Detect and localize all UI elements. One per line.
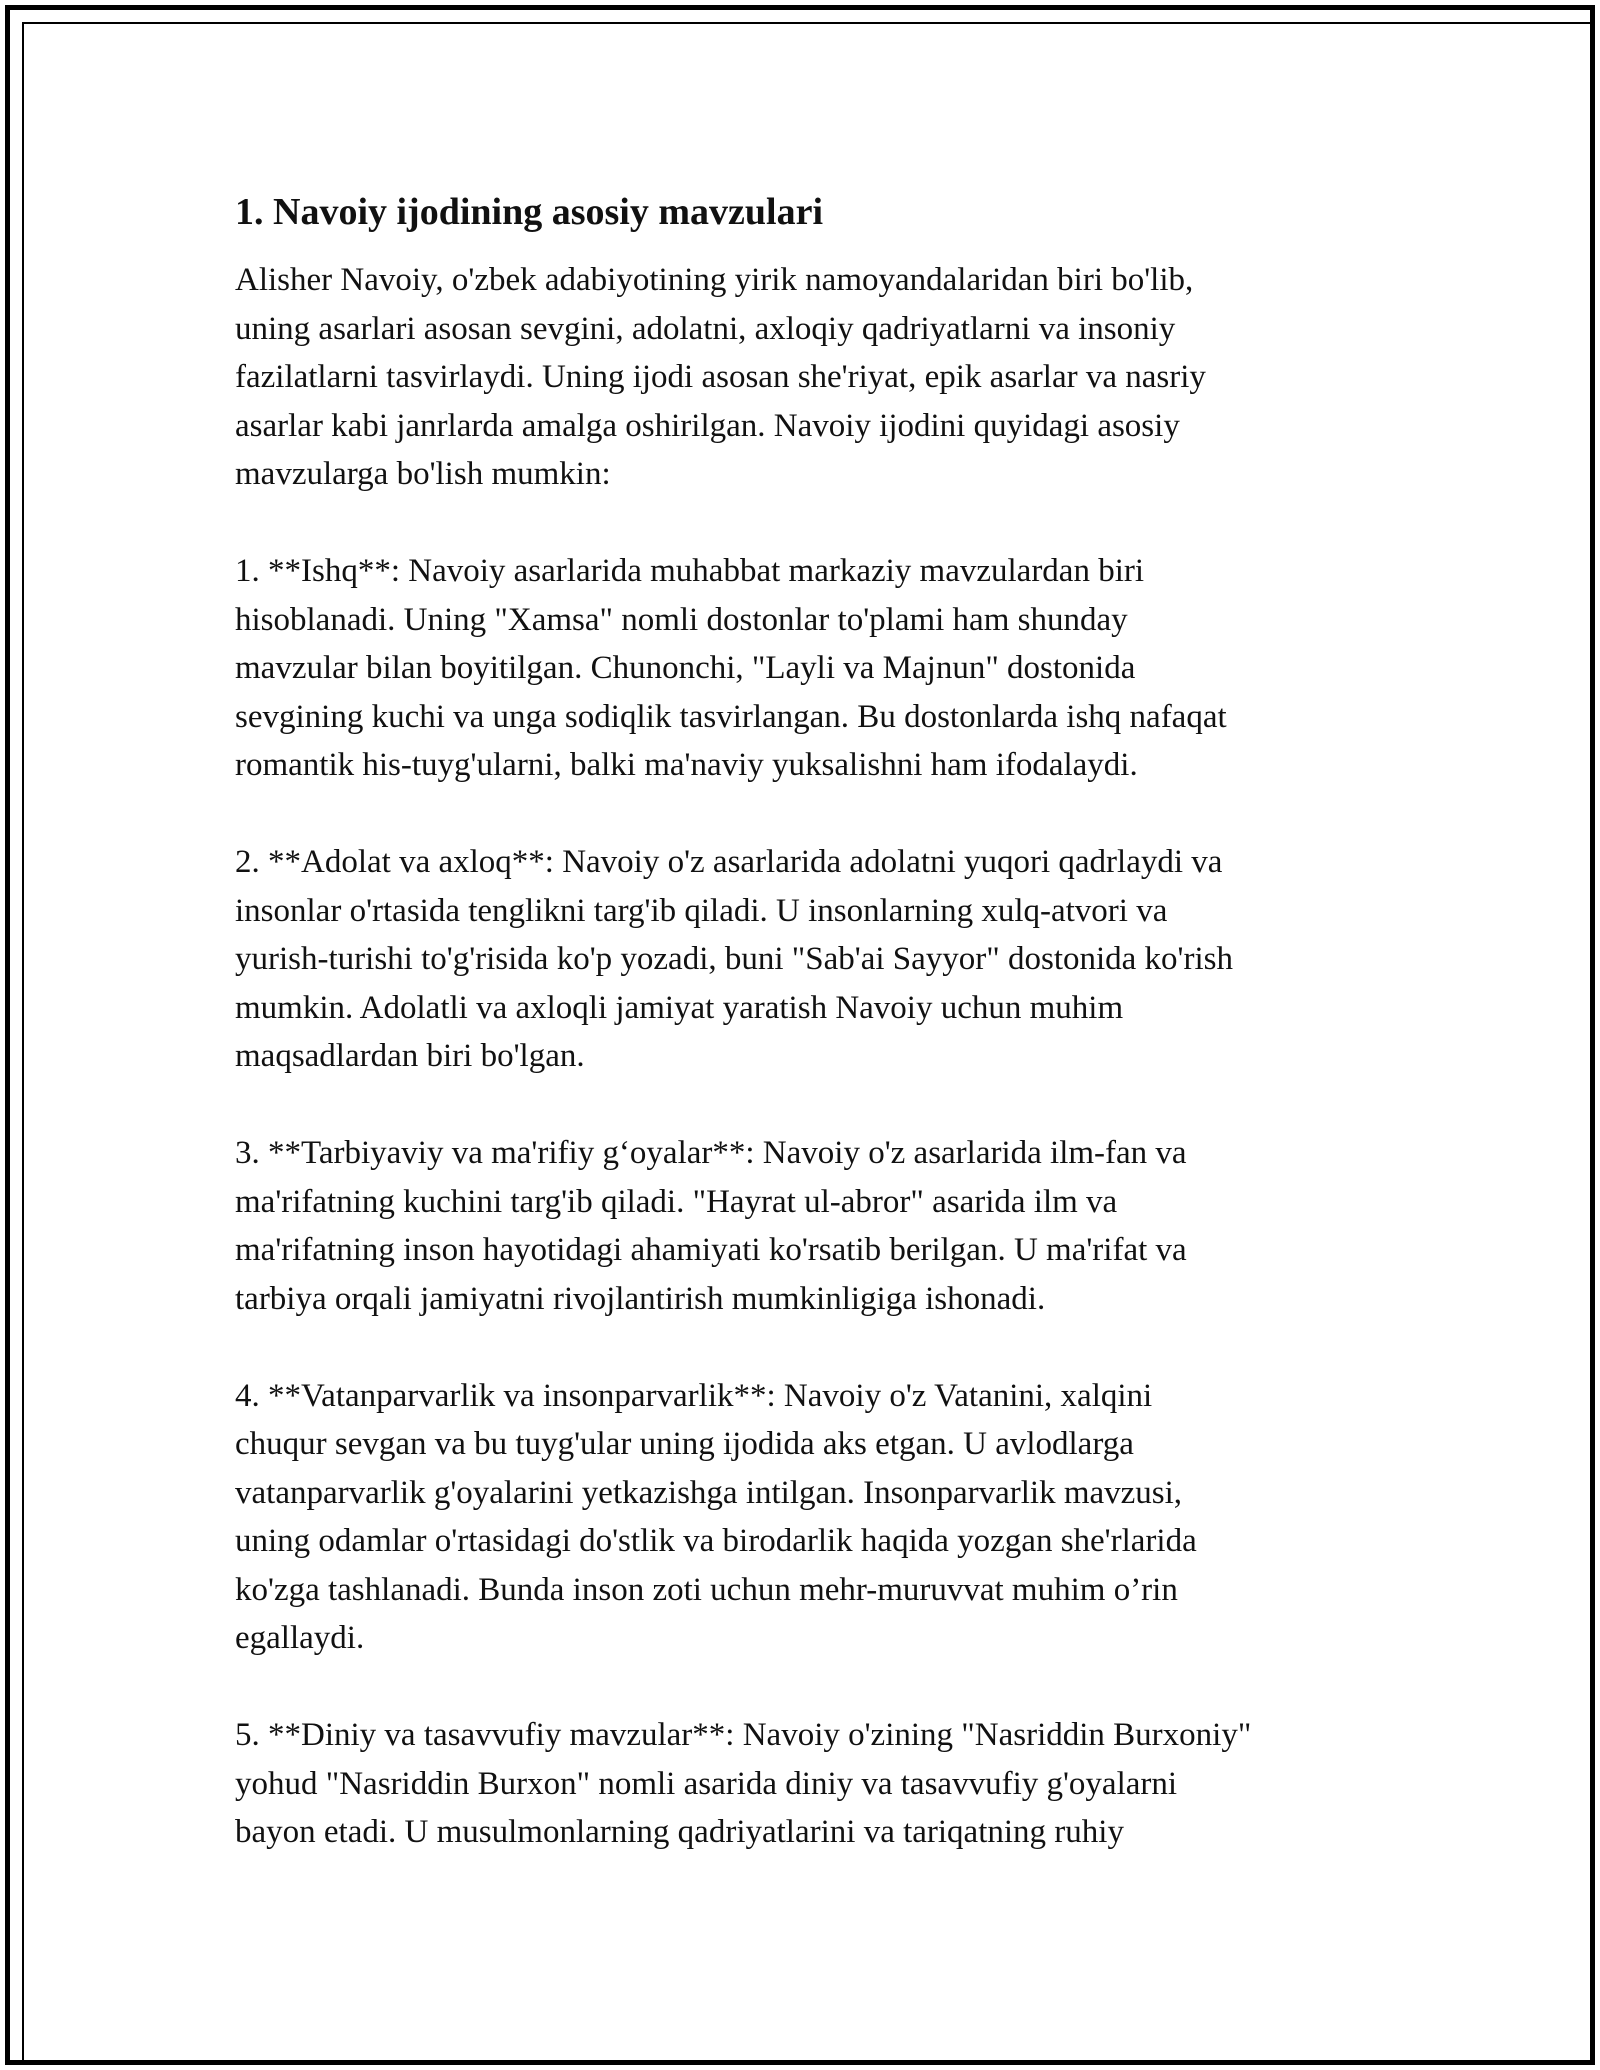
text-line: uning asarlari asosan sevgini, adolatni, axloqiy qadriyatlarni va insoniy [235, 310, 1176, 347]
text-line: 4. **Vatanparvarlik va insonparvarlik**: Navoiy o'z Vatanini, xalqini [235, 1377, 1153, 1414]
text-line: yurish-turishi to'g'risida ko'p yozadi, buni "Sab'ai Sayyor" dostonida ko'rish [235, 941, 1233, 977]
text-line: Alisher Navoiy, o'zbek adabiyotining yirik namoyandalaridan biri bo'lib, [235, 262, 1194, 298]
text-line: ko'zga tashlanadi. Bunda inson zoti uchun mehr-muruvvat muhim o’rin [235, 1571, 1178, 1608]
text-line: 1. **Ishq**: Navoiy asarlarida muhabbat markaziy mavzulardan biri [235, 553, 1145, 589]
text-line: ma'rifatning kuchini targ'ib qiladi. "Hayrat ul-abror" asarida ilm va [235, 1183, 1118, 1220]
text-line: fazilatlarni tasvirlaydi. Uning ijodi asosan she'riyat, epik asarlar va nasriy [235, 359, 1206, 395]
document-body [235, 188, 1375, 1905]
paragraph-adolat [235, 838, 1375, 1081]
text-line: 5. **Diniy va tasavvufiy mavzular**: Navoiy o'zining "Nasriddin Burxoniy" [235, 1717, 1252, 1753]
text-line: vatanparvarlik g'oyalarini yetkazishga intilgan. Insonparvarlik mavzusi, [235, 1474, 1183, 1511]
text-line: bayon etadi. U musulmonlarning qadriyatlarini va tariqatning ruhiy [235, 1814, 1124, 1850]
text-line: sevgining kuchi va unga sodiqlik tasvirlangan. Bu dostonlarda ishq nafaqat [235, 698, 1227, 735]
paragraph-intro [235, 256, 1375, 499]
text-line: tarbiya orqali jamiyatni rivojlantirish mumkinligiga ishonadi. [235, 1280, 1046, 1317]
text-line: maqsadlardan biri bo'lgan. [235, 1038, 585, 1074]
text-line: romantik his-tuyg'ularni, balki ma'naviy yuksalishni ham ifodalaydi. [235, 747, 1138, 783]
text-line: chuqur sevgan va bu tuyg'ular uning ijodida aks etgan. U avlodlarga [235, 1426, 1134, 1462]
paragraph-diniy [235, 1711, 1375, 1857]
paragraph-ishq [235, 547, 1375, 790]
paragraph-vatan [235, 1372, 1375, 1663]
text-line: 3. **Tarbiyaviy va ma'rifiy g‘oyalar**: Navoiy o'z asarlarida ilm-fan va [235, 1135, 1187, 1171]
text-line: mavzularga bo'lish mumkin: [235, 456, 611, 492]
text-line: uning odamlar o'rtasidagi do'stlik va birodarlik haqida yozgan she'rlarida [235, 1523, 1197, 1559]
text-line: mumkin. Adolatli va axloqli jamiyat yaratish Navoiy uchun muhim [235, 989, 1124, 1026]
text-line: yohud "Nasriddin Burxon" nomli asarida diniy va tasavvufiy g'oyalarni [235, 1765, 1178, 1802]
text-line: ma'rifatning inson hayotidagi ahamiyati ko'rsatib berilgan. U ma'rifat va [235, 1232, 1187, 1268]
text-line: hisoblanadi. Uning "Xamsa" nomli dostonlar to'plami ham shunday [235, 601, 1128, 638]
document-title: 1. Navoiy ijodining asosiy mavzulari [235, 191, 823, 233]
paragraph-tarbiya [235, 1129, 1375, 1323]
text-line: insonlar o'rtasida tenglikni targ'ib qiladi. U insonlarning xulq-atvori va [235, 892, 1168, 929]
text-line: 2. **Adolat va axloq**: Navoiy o'z asarlarida adolatni yuqori qadrlaydi va [235, 844, 1223, 880]
text-line: asarlar kabi janrlarda amalga oshirilgan. Navoiy ijodini quyidagi asosiy [235, 407, 1180, 444]
text-line: egallaydi. [235, 1620, 365, 1656]
text-line: mavzular bilan boyitilgan. Chunonchi, "Layli va Majnun" dostonida [235, 650, 1136, 686]
